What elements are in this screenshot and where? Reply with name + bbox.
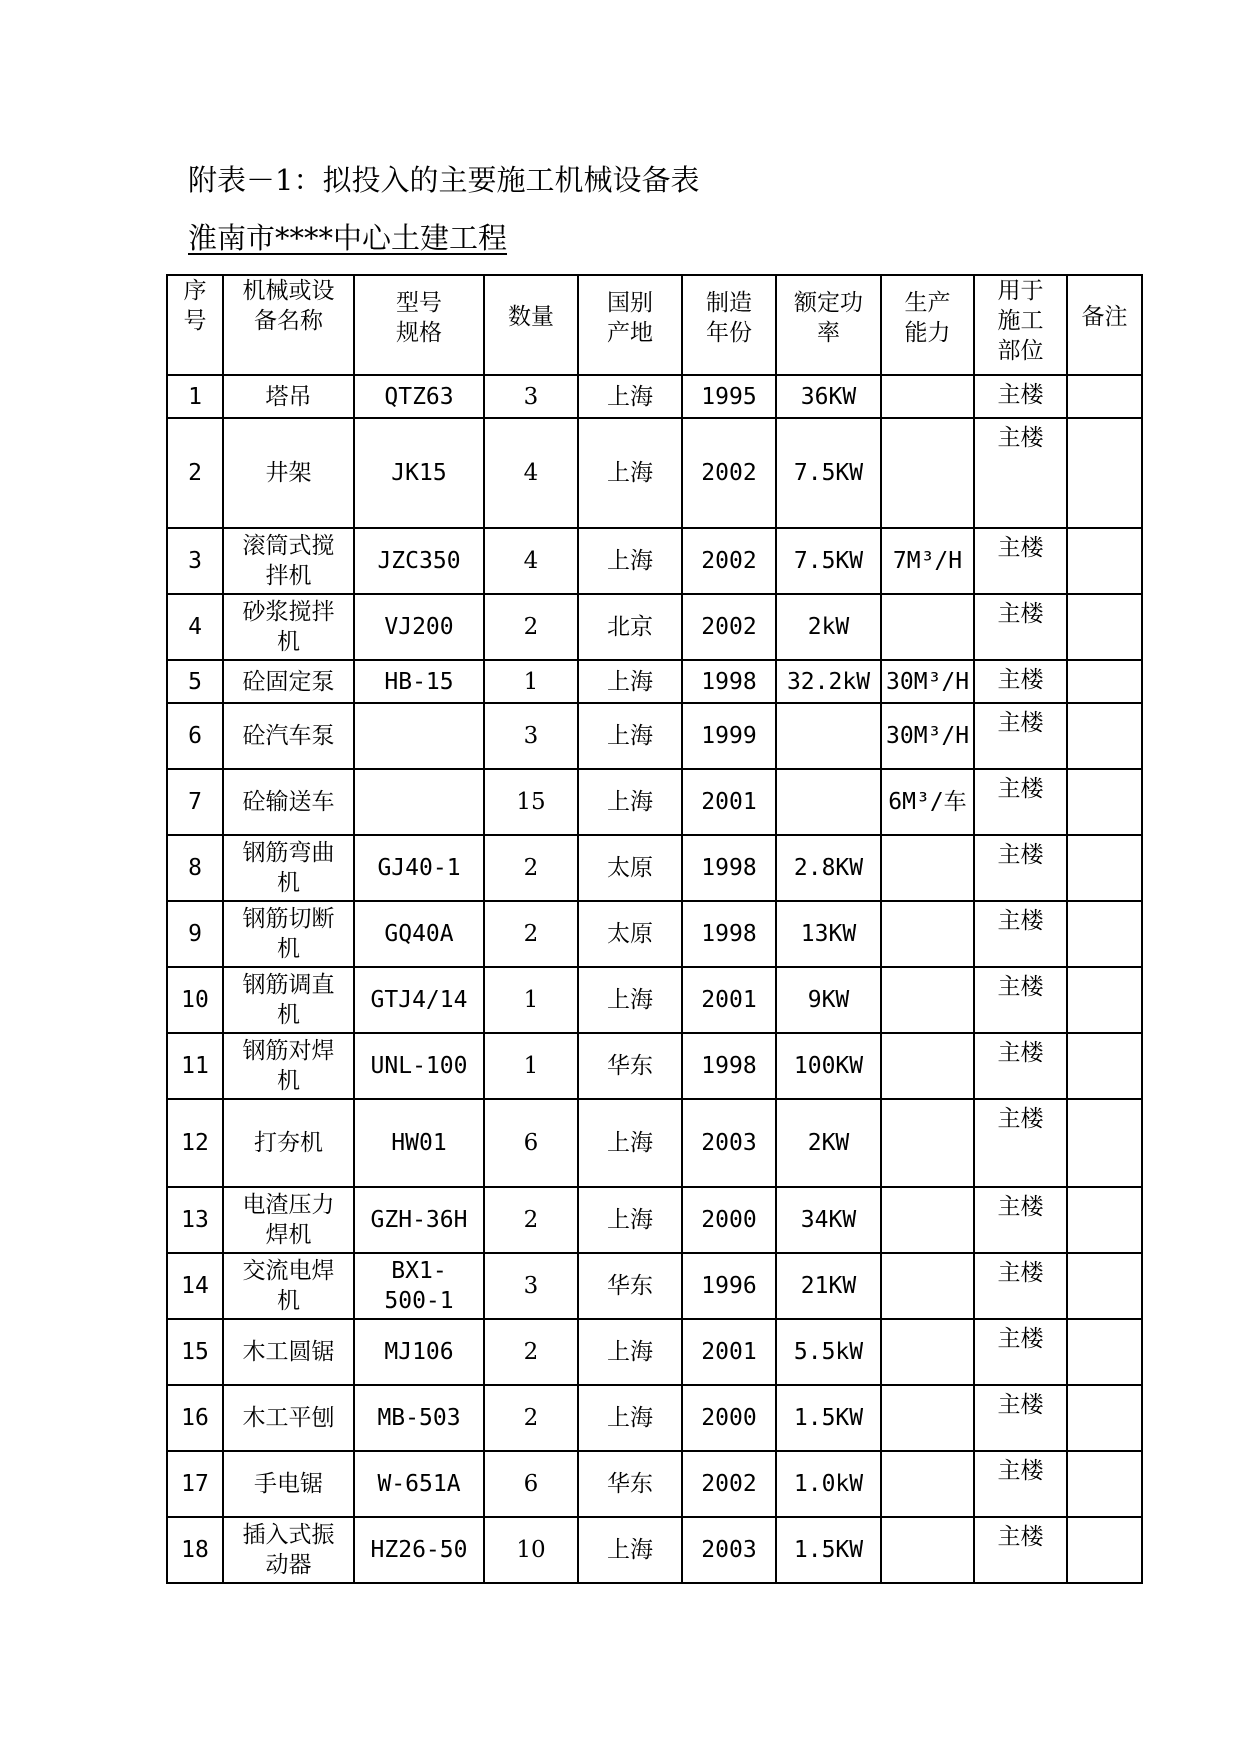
cell-year: 2003 [682,1517,776,1583]
cell-capacity: 7M³/H [881,528,974,594]
cell-name: 钢筋弯曲机 [223,835,354,901]
cell-use: 主楼 [974,1033,1067,1099]
cell-remark [1067,1319,1142,1385]
cell-no: 16 [167,1385,223,1451]
cell-remark [1067,418,1142,528]
cell-capacity: 30M³/H [881,660,974,703]
cell-name: 木工圆锯 [223,1319,354,1385]
cell-power: 7.5KW [776,418,881,528]
cell-qty: 1 [484,1033,578,1099]
cell-name: 砂浆搅拌机 [223,594,354,660]
cell-year: 1998 [682,660,776,703]
cell-qty: 2 [484,1187,578,1253]
cell-qty: 6 [484,1099,578,1187]
cell-use: 主楼 [974,703,1067,769]
cell-year: 2000 [682,1187,776,1253]
cell-capacity [881,1451,974,1517]
cell-power: 1.0kW [776,1451,881,1517]
cell-no: 18 [167,1517,223,1583]
cell-remark [1067,1253,1142,1319]
cell-model: JK15 [354,418,484,528]
header-cell: 制造年份 [682,275,776,375]
cell-origin: 上海 [578,528,682,594]
cell-remark [1067,1033,1142,1099]
cell-use: 主楼 [974,528,1067,594]
cell-use: 主楼 [974,660,1067,703]
cell-no: 2 [167,418,223,528]
cell-capacity [881,967,974,1033]
cell-capacity [881,1253,974,1319]
cell-power: 1.5KW [776,1385,881,1451]
cell-no: 4 [167,594,223,660]
cell-remark [1067,1385,1142,1451]
header-cell: 型号规格 [354,275,484,375]
header-cell: 生产能力 [881,275,974,375]
cell-name: 砼固定泵 [223,660,354,703]
cell-model: HB-15 [354,660,484,703]
cell-no: 14 [167,1253,223,1319]
cell-name: 木工平刨 [223,1385,354,1451]
cell-power [776,769,881,835]
table-row [167,375,1142,418]
cell-no: 5 [167,660,223,703]
cell-qty: 3 [484,1253,578,1319]
cell-year: 1995 [682,375,776,418]
cell-qty: 3 [484,703,578,769]
table-row [167,967,1142,1033]
table-row [167,769,1142,835]
cell-power: 2.8KW [776,835,881,901]
cell-origin: 上海 [578,1319,682,1385]
cell-power: 36KW [776,375,881,418]
cell-model [354,703,484,769]
cell-capacity [881,375,974,418]
cell-remark [1067,594,1142,660]
cell-use: 主楼 [974,769,1067,835]
cell-origin: 上海 [578,967,682,1033]
cell-year: 2001 [682,1319,776,1385]
cell-capacity: 30M³/H [881,703,974,769]
cell-power [776,703,881,769]
header-cell: 额定功率 [776,275,881,375]
table-row [167,418,1142,528]
cell-qty: 2 [484,835,578,901]
cell-use: 主楼 [974,1253,1067,1319]
cell-remark [1067,528,1142,594]
header-cell: 机械或设备名称 [223,275,354,375]
cell-use: 主楼 [974,901,1067,967]
cell-name: 井架 [223,418,354,528]
table-row [167,660,1142,703]
table-row [167,1385,1142,1451]
cell-no: 13 [167,1187,223,1253]
cell-remark [1067,901,1142,967]
cell-qty: 2 [484,594,578,660]
header-cell: 备注 [1067,275,1142,375]
cell-name: 滚筒式搅拌机 [223,528,354,594]
cell-use: 主楼 [974,594,1067,660]
cell-qty: 10 [484,1517,578,1583]
header-cell: 用于施工部位 [974,275,1067,375]
cell-no: 6 [167,703,223,769]
cell-qty: 1 [484,967,578,1033]
cell-remark [1067,660,1142,703]
cell-year: 2002 [682,418,776,528]
table-row [167,1517,1142,1583]
cell-year: 1998 [682,901,776,967]
cell-model: QTZ63 [354,375,484,418]
cell-qty: 2 [484,901,578,967]
cell-use: 主楼 [974,967,1067,1033]
cell-use: 主楼 [974,1099,1067,1187]
cell-remark [1067,769,1142,835]
cell-remark [1067,967,1142,1033]
cell-qty: 4 [484,418,578,528]
cell-model: MJ106 [354,1319,484,1385]
cell-remark [1067,1517,1142,1583]
project-name: 淮南市****中心土建工程 [188,221,508,255]
cell-origin: 上海 [578,1385,682,1451]
cell-name: 砼汽车泵 [223,703,354,769]
cell-qty: 3 [484,375,578,418]
header-row [167,275,1142,375]
cell-use: 主楼 [974,418,1067,528]
cell-name: 钢筋对焊机 [223,1033,354,1099]
cell-qty: 15 [484,769,578,835]
cell-power: 100KW [776,1033,881,1099]
cell-model: W-651A [354,1451,484,1517]
cell-name: 塔吊 [223,375,354,418]
cell-power: 13KW [776,901,881,967]
cell-model: UNL-100 [354,1033,484,1099]
cell-name: 电渣压力焊机 [223,1187,354,1253]
cell-remark [1067,703,1142,769]
cell-name: 砼输送车 [223,769,354,835]
equipment-table [166,274,1143,1584]
cell-capacity [881,835,974,901]
cell-no: 12 [167,1099,223,1187]
cell-origin: 上海 [578,375,682,418]
cell-year: 2002 [682,1451,776,1517]
cell-origin: 华东 [578,1253,682,1319]
cell-use: 主楼 [974,1517,1067,1583]
cell-use: 主楼 [974,1385,1067,1451]
cell-use: 主楼 [974,375,1067,418]
cell-capacity [881,901,974,967]
cell-origin: 太原 [578,901,682,967]
cell-remark [1067,1099,1142,1187]
cell-origin: 上海 [578,660,682,703]
cell-no: 3 [167,528,223,594]
cell-power: 2KW [776,1099,881,1187]
cell-power: 2kW [776,594,881,660]
cell-year: 1999 [682,703,776,769]
cell-no: 8 [167,835,223,901]
cell-remark [1067,375,1142,418]
header-cell: 国别产地 [578,275,682,375]
cell-no: 9 [167,901,223,967]
cell-qty: 6 [484,1451,578,1517]
cell-year: 2002 [682,594,776,660]
cell-model: VJ200 [354,594,484,660]
header-cell: 序号 [167,275,223,375]
table-row [167,1099,1142,1187]
cell-capacity [881,1385,974,1451]
cell-power: 21KW [776,1253,881,1319]
cell-name: 打夯机 [223,1099,354,1187]
cell-use: 主楼 [974,835,1067,901]
table-row [167,594,1142,660]
cell-qty: 2 [484,1319,578,1385]
cell-power: 9KW [776,967,881,1033]
header-cell: 数量 [484,275,578,375]
cell-year: 2002 [682,528,776,594]
cell-model: MB-503 [354,1385,484,1451]
cell-name: 插入式振动器 [223,1517,354,1583]
cell-origin: 北京 [578,594,682,660]
cell-origin: 上海 [578,769,682,835]
cell-power: 1.5KW [776,1517,881,1583]
table-row [167,1187,1142,1253]
cell-name: 钢筋切断机 [223,901,354,967]
cell-name: 手电锯 [223,1451,354,1517]
cell-use: 主楼 [974,1451,1067,1517]
cell-qty: 2 [484,1385,578,1451]
cell-model: GQ40A [354,901,484,967]
cell-origin: 上海 [578,1187,682,1253]
cell-capacity [881,418,974,528]
cell-no: 15 [167,1319,223,1385]
cell-origin: 上海 [578,1099,682,1187]
cell-year: 2000 [682,1385,776,1451]
table-row [167,1253,1142,1319]
cell-origin: 上海 [578,703,682,769]
cell-year: 1998 [682,1033,776,1099]
cell-no: 10 [167,967,223,1033]
cell-capacity [881,1033,974,1099]
cell-qty: 1 [484,660,578,703]
table-row [167,703,1142,769]
cell-capacity [881,1099,974,1187]
table-row [167,1033,1142,1099]
cell-capacity [881,1517,974,1583]
cell-remark [1067,1451,1142,1517]
page-title: 附表－1：拟投入的主要施工机械设备表 [188,163,700,197]
cell-capacity [881,594,974,660]
cell-remark [1067,835,1142,901]
cell-capacity [881,1319,974,1385]
cell-origin: 上海 [578,418,682,528]
cell-origin: 上海 [578,1517,682,1583]
cell-no: 7 [167,769,223,835]
table-row [167,1451,1142,1517]
cell-no: 17 [167,1451,223,1517]
cell-model: GZH-36H [354,1187,484,1253]
cell-year: 1998 [682,835,776,901]
cell-power: 5.5kW [776,1319,881,1385]
cell-model: BX1-500-1 [354,1253,484,1319]
cell-qty: 4 [484,528,578,594]
cell-capacity: 6M³/车 [881,769,974,835]
table-row [167,835,1142,901]
cell-no: 1 [167,375,223,418]
cell-no: 11 [167,1033,223,1099]
cell-name: 钢筋调直机 [223,967,354,1033]
cell-use: 主楼 [974,1187,1067,1253]
cell-use: 主楼 [974,1319,1067,1385]
cell-year: 2001 [682,967,776,1033]
cell-model: JZC350 [354,528,484,594]
cell-name: 交流电焊机 [223,1253,354,1319]
cell-power: 7.5KW [776,528,881,594]
cell-origin: 华东 [578,1033,682,1099]
cell-year: 2001 [682,769,776,835]
cell-remark [1067,1187,1142,1253]
cell-capacity [881,1187,974,1253]
cell-power: 32.2kW [776,660,881,703]
cell-origin: 太原 [578,835,682,901]
table-row [167,1319,1142,1385]
cell-model: GJ40-1 [354,835,484,901]
cell-model: HZ26-50 [354,1517,484,1583]
cell-year: 2003 [682,1099,776,1187]
cell-origin: 华东 [578,1451,682,1517]
cell-model [354,769,484,835]
table-row [167,901,1142,967]
cell-model: HW01 [354,1099,484,1187]
cell-model: GTJ4/14 [354,967,484,1033]
cell-power: 34KW [776,1187,881,1253]
cell-year: 1996 [682,1253,776,1319]
table-row [167,528,1142,594]
